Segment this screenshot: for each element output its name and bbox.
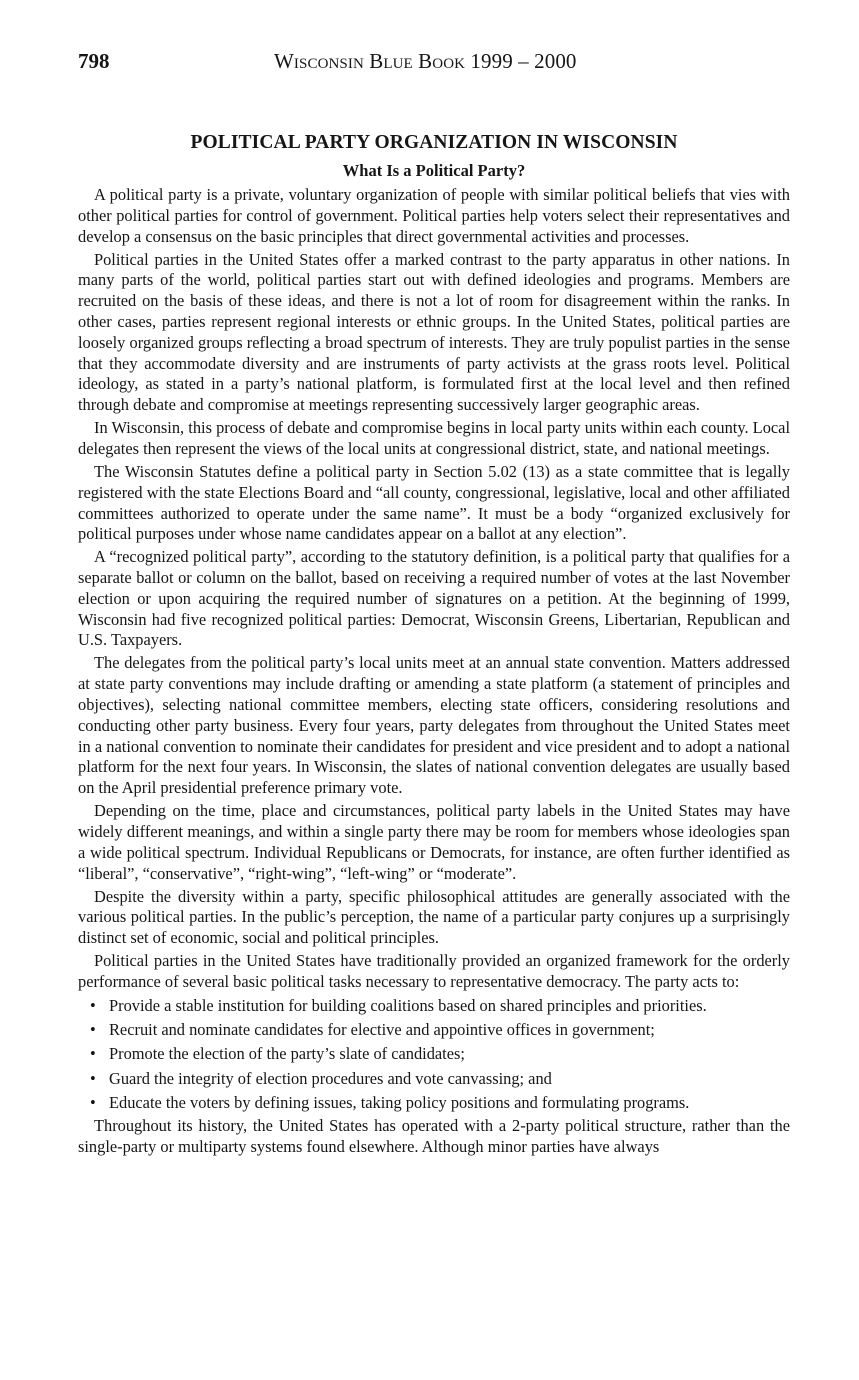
section-subtitle: What Is a Political Party?	[342, 161, 526, 180]
bullet-icon: •	[90, 995, 96, 1015]
paragraph: Political parties in the United States have traditionally provided an organized framework for the orderly performance of several basic political tasks necessary to representative democracy. The party acts to:	[78, 951, 790, 991]
paragraph: The delegates from the political party’s local units meet at an annual state convention. Matters addressed at state party conventions may include drafting or amending a state platform (a statement of principles and objectives), selecting national committee members, electing state officers, considering resolutions and conducting other party business. Every four years, party delegates from throughout the United States meet in a national convention to nominate their candidates for president and vice president and to adopt a national platform for the next four years. In Wisconsin, the slates of national convention delegates are usually based on the April presidential preference primary vote.	[78, 653, 790, 798]
list-item	[90, 1068, 790, 1089]
list-item	[90, 1019, 790, 1040]
list-item-text: Guard the integrity of election procedures and vote canvassing; and	[109, 1068, 552, 1088]
list-item	[90, 1043, 790, 1064]
list-item-text: Promote the election of the party’s slate of candidates;	[109, 1044, 465, 1064]
list-item-text: Provide a stable institution for building coalitions based on shared principles and priorities.	[109, 995, 707, 1015]
bullet-icon: •	[90, 1044, 96, 1064]
bullet-icon: •	[90, 1092, 96, 1112]
bullet-icon: •	[90, 1068, 96, 1088]
article-body	[78, 131, 790, 1160]
list-item-text: Educate the voters by defining issues, taking policy positions and formulating programs.	[109, 1092, 690, 1112]
paragraph: Political parties in the United States offer a marked contrast to the party apparatus in other nations. In many parts of the world, political parties start out with defined ideologies and programs. Members are recruited on the basis of these ideas, and there is not a lot of room for disagreement within the ranks. In other cases, parties represent regional interests or ethnic groups. In the United States, political parties are loosely organized groups reflecting a broad spectrum of interests. They are truly populist parties in the sense that they accommodate diversity and are instruments of party activists at the grass roots level. Political ideology, as stated in a party’s national platform, is formulated first at the local level and then refined through debate and compromise at meetings representing successively larger geographic areas.	[78, 249, 790, 415]
list-item-text: Recruit and nominate candidates for elective and appointive offices in government;	[109, 1020, 655, 1040]
article-title: POLITICAL PARTY ORGANIZATION IN WISCONSIN	[190, 132, 678, 153]
paragraph: In Wisconsin, this process of debate and compromise begins in local party units within each county. Local delegates then represent the views of the local units at congressional district, state, and national meetings.	[78, 418, 790, 458]
page-number: 798	[78, 49, 110, 73]
list-item	[90, 1092, 790, 1113]
paragraph: Despite the diversity within a party, specific philosophical attitudes are generally associated with the various political parties. In the public’s perception, the name of a particular party conjures up a surprisingly distinct set of economic, social and political principles.	[78, 886, 790, 948]
running-header	[0, 48, 859, 74]
party-tasks-list	[78, 995, 790, 1113]
paragraph: The Wisconsin Statutes define a political party in Section 5.02 (13) as a state committee that is legally registered with the state Elections Board and “all county, congressional, legislative, local and other affiliated committees authorized to operate under the same name”. It must be a body “organized exclusively for political purposes under whose name candidates appear on a ballot at any election”.	[78, 461, 790, 544]
running-title: Wisconsin Blue Book 1999 – 2000	[274, 49, 577, 73]
paragraph: Throughout its history, the United States has operated with a 2-party political structure, rather than the single-party or multiparty systems found elsewhere. Although minor parties have always	[78, 1115, 790, 1156]
list-item	[90, 995, 790, 1016]
paragraph: A “recognized political party”, according to the statutory definition, is a political party that qualifies for a separate ballot or column on the ballot, based on receiving a required number of votes at the last November election or upon acquiring the required number of signatures on a petition. At the beginning of 1999, Wisconsin had five recognized political parties: Democrat, Wisconsin Greens, Libertarian, Republican and U.S. Taxpayers.	[78, 547, 790, 650]
paragraph: Depending on the time, place and circumstances, political party labels in the United States may have widely different meanings, and within a single party there may be room for members whose ideologies span a wide political spectrum. Individual Republicans or Democrats, for instance, are often further identified as “liberal”, “conservative”, “right-wing”, “left-wing” or “moderate”.	[78, 801, 790, 883]
bullet-icon: •	[90, 1020, 96, 1040]
paragraph: A political party is a private, voluntary organization of people with similar political beliefs that vies with other political parties for control of government. Political parties help voters select their representatives and develop a consensus on the basic principles that direct governmental activities and processes.	[78, 185, 790, 246]
